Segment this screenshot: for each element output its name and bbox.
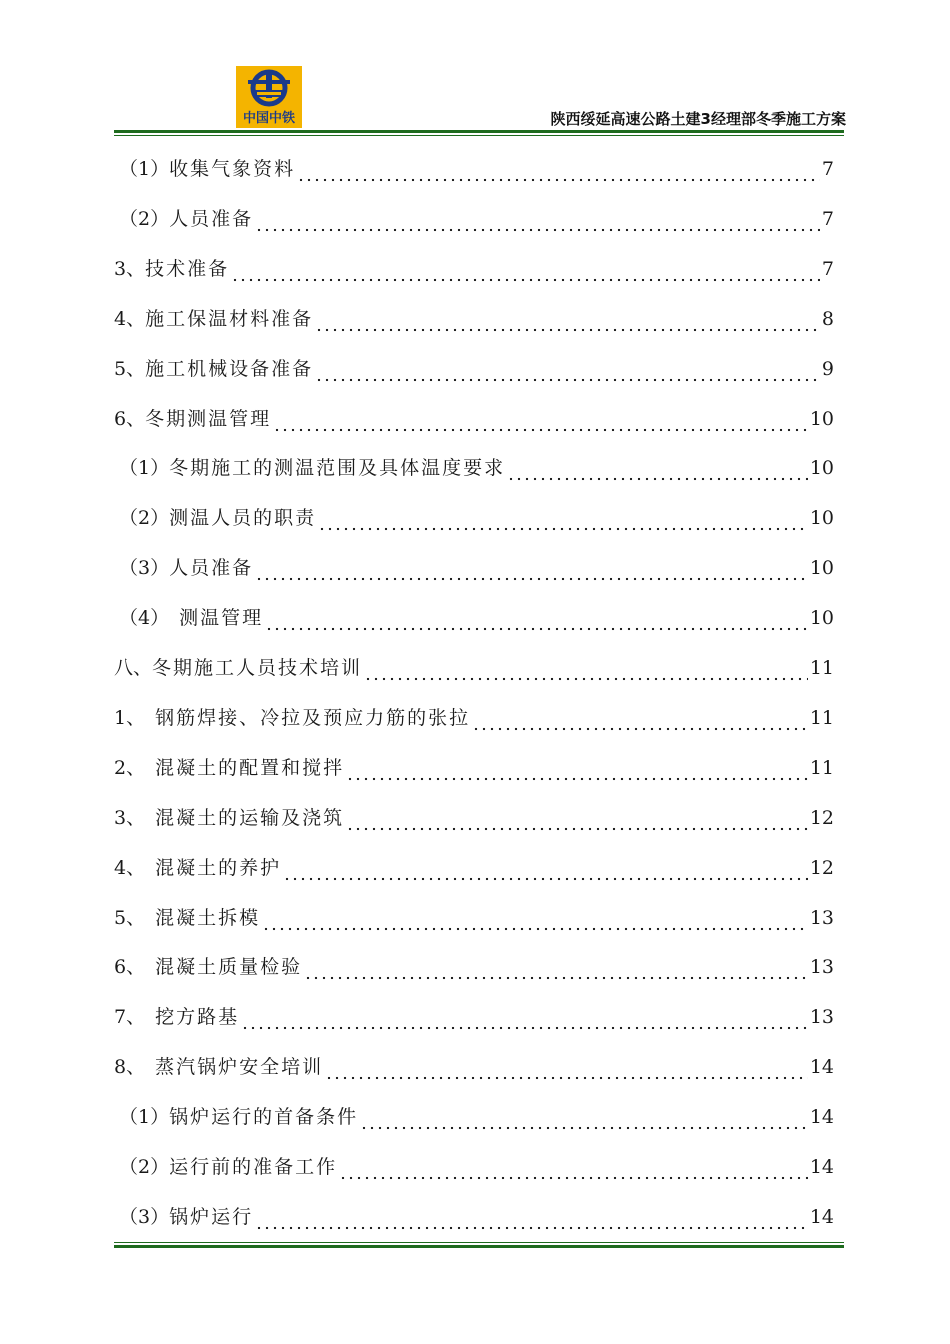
toc-entry-title: 收集气象资料 xyxy=(169,158,296,180)
toc-leader-dots xyxy=(360,1102,808,1132)
toc-entry[interactable] xyxy=(119,1102,834,1132)
toc-entry[interactable] xyxy=(119,503,834,533)
toc-entry-page: 9 xyxy=(821,357,834,380)
toc-leader-dots xyxy=(364,653,808,683)
toc-leader-dots xyxy=(507,453,808,483)
toc-entry[interactable] xyxy=(114,1002,834,1032)
toc-leader-dots xyxy=(315,354,820,384)
toc-entry[interactable] xyxy=(119,204,834,234)
toc-leader-dots xyxy=(255,1202,808,1232)
toc-entry[interactable] xyxy=(114,354,834,384)
toc-leader-dots xyxy=(255,204,820,234)
toc-entry-title: 施工机械设备准备 xyxy=(145,357,314,380)
toc-entry-number: （1） xyxy=(119,1106,170,1129)
toc-entry-page: 13 xyxy=(809,956,834,979)
toc-entry[interactable] xyxy=(114,1052,834,1082)
toc-entry[interactable] xyxy=(114,404,834,434)
toc-entry[interactable] xyxy=(114,803,834,833)
toc-entry-page: 11 xyxy=(809,657,834,679)
toc-entry-title: 挖方路基 xyxy=(155,1006,240,1029)
toc-leader-dots xyxy=(241,1002,808,1032)
toc-entry-number: （1） xyxy=(119,158,170,180)
toc-entry[interactable] xyxy=(114,952,834,982)
toc-entry-page: 10 xyxy=(809,457,834,480)
toc-leader-dots xyxy=(297,154,820,184)
toc-leader-dots xyxy=(472,703,808,733)
toc-entry-page: 14 xyxy=(809,1056,834,1079)
toc-entry-page: 14 xyxy=(809,1205,834,1228)
toc-entry[interactable] xyxy=(114,903,834,933)
toc-entry-title: 钢筋焊接、冷拉及预应力筋的张拉 xyxy=(155,706,471,729)
toc-entry[interactable] xyxy=(114,254,834,284)
toc-entry-number: 5、 xyxy=(114,357,146,380)
toc-leader-dots xyxy=(346,803,808,833)
toc-entry[interactable] xyxy=(119,603,834,633)
toc-entry-page: 14 xyxy=(809,1156,834,1178)
document-title: 陕西绥延高速公路土建3经理部冬季施工方案 xyxy=(550,110,846,128)
toc-entry[interactable] xyxy=(114,703,834,733)
toc-entry-page: 8 xyxy=(821,307,834,330)
toc-entry-number: 1、 xyxy=(114,706,146,729)
toc-entry-title: 测温管理 xyxy=(179,607,264,630)
toc-entry-number: （3） xyxy=(119,557,170,580)
toc-entry-title: 混凝土的运输及浇筑 xyxy=(155,806,345,829)
toc-entry-page: 7 xyxy=(821,207,834,230)
toc-entry-number: 4、 xyxy=(114,307,146,330)
toc-entry-number: 6、 xyxy=(114,407,146,430)
toc-entry-title: 混凝土拆模 xyxy=(155,906,261,929)
toc-entry[interactable] xyxy=(119,1202,834,1232)
toc-entry[interactable] xyxy=(119,154,834,184)
toc-entry[interactable] xyxy=(119,553,834,583)
toc-entry-page: 12 xyxy=(809,806,834,829)
toc-entry-number: （2） xyxy=(119,507,170,530)
toc-entry-page: 10 xyxy=(809,407,834,430)
toc-entry[interactable] xyxy=(119,1152,834,1182)
toc-leader-dots xyxy=(339,1152,808,1182)
toc-entry-title: 人员准备 xyxy=(169,557,254,580)
toc-leader-dots xyxy=(304,952,808,982)
toc-leader-dots xyxy=(315,304,820,334)
toc-leader-dots xyxy=(283,853,808,883)
toc-leader-dots xyxy=(262,903,808,933)
toc-entry-number: （1） xyxy=(119,457,170,480)
toc-entry-number: 3、 xyxy=(114,257,146,280)
toc-leader-dots xyxy=(265,603,808,633)
logo-text: 中国中铁 xyxy=(242,111,295,126)
toc-entry[interactable] xyxy=(114,853,834,883)
toc-entry-page: 11 xyxy=(809,706,834,729)
toc-entry-number: 2、 xyxy=(114,756,146,779)
toc-leader-dots xyxy=(255,553,808,583)
toc-entry-title: 冬期施工人员技术培训 xyxy=(152,657,363,679)
header-rule xyxy=(114,130,844,136)
toc-leader-dots xyxy=(318,503,808,533)
toc-entry-number: （4） xyxy=(119,607,170,630)
toc-entry[interactable] xyxy=(114,304,834,334)
toc-entry-page: 14 xyxy=(809,1106,834,1129)
toc-entry-page: 10 xyxy=(809,607,834,630)
toc-entry-title: 运行前的准备工作 xyxy=(169,1156,338,1178)
footer-rule xyxy=(114,1242,844,1248)
toc-entry-title: 技术准备 xyxy=(145,257,230,280)
toc-entry-page: 12 xyxy=(809,856,834,879)
toc-entry-number: （3） xyxy=(119,1205,170,1228)
toc-entry-title: 锅炉运行 xyxy=(169,1205,254,1228)
toc-entry-number: 八、 xyxy=(114,657,153,679)
toc-entry-number: （2） xyxy=(119,207,170,230)
toc-entry-page: 13 xyxy=(809,906,834,929)
toc-entry-title: 施工保温材料准备 xyxy=(145,307,314,330)
toc-entry-page: 7 xyxy=(821,158,834,180)
toc-entry-number: 7、 xyxy=(114,1006,146,1029)
toc-entry-number: （2） xyxy=(119,1156,170,1178)
toc-entry-page: 10 xyxy=(809,557,834,580)
toc-entry-title: 冬期施工的测温范围及具体温度要求 xyxy=(169,457,506,480)
toc-entry-page: 10 xyxy=(809,507,834,530)
toc-entry-title: 人员准备 xyxy=(169,207,254,230)
toc-entry-page: 7 xyxy=(821,257,834,280)
toc-leader-dots xyxy=(273,404,808,434)
company-logo xyxy=(236,66,302,128)
toc-entry-page: 11 xyxy=(809,756,834,779)
toc-leader-dots xyxy=(231,254,820,284)
toc-entry-title: 混凝土的配置和搅拌 xyxy=(155,756,345,779)
toc-entry-title: 锅炉运行的首备条件 xyxy=(169,1106,359,1129)
toc-entry-number: 3、 xyxy=(114,806,146,829)
toc-entry-title: 测温人员的职责 xyxy=(169,507,317,530)
toc-entry[interactable] xyxy=(119,453,834,483)
toc-entry-number: 5、 xyxy=(114,906,146,929)
toc-entry-number: 6、 xyxy=(114,956,146,979)
toc-entry-number: 4、 xyxy=(114,856,146,879)
toc-leader-dots xyxy=(325,1052,808,1082)
toc-entry-title: 冬期测温管理 xyxy=(145,407,272,430)
toc-entry-page: 13 xyxy=(809,1006,834,1029)
toc-entry-title: 蒸汽锅炉安全培训 xyxy=(155,1056,324,1079)
toc-entry[interactable] xyxy=(114,653,834,683)
toc-entry-title: 混凝土质量检验 xyxy=(155,956,303,979)
toc-entry[interactable] xyxy=(114,753,834,783)
toc-entry-title: 混凝土的养护 xyxy=(155,856,282,879)
toc-leader-dots xyxy=(346,753,808,783)
toc-entry-number: 8、 xyxy=(114,1056,146,1079)
